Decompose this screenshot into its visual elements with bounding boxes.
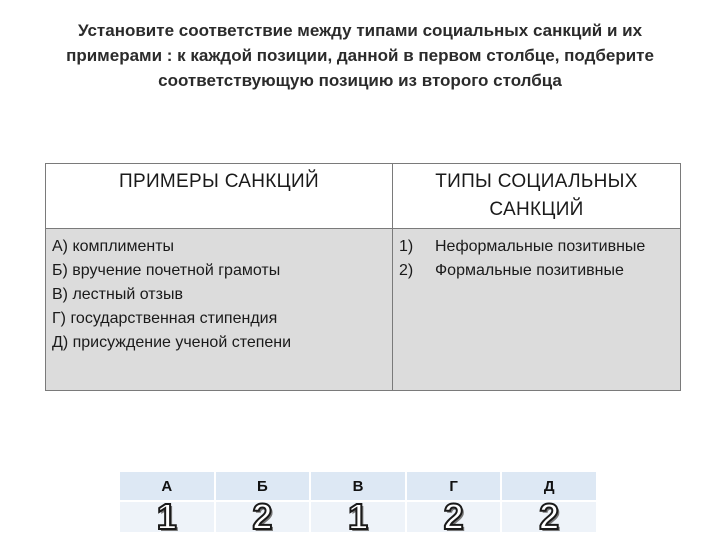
matching-table: [45, 163, 681, 391]
example-item-d: Д) присуждение ученой степени: [52, 334, 292, 351]
matching-table-body-row: [46, 229, 681, 391]
example-item-v: В) лестный отзыв: [52, 286, 183, 303]
answer-letter-d: Д: [501, 471, 597, 501]
header-examples: ПРИМЕРЫ САНКЦИЙ: [46, 164, 393, 229]
answer-value-b: 2: [215, 501, 311, 533]
answer-value-d: 2: [501, 501, 597, 533]
task-title-line-2: примерами : к каждой позиции, данной в первом столбце, подберите: [66, 46, 654, 65]
example-item-g: Г) государственная стипендия: [52, 310, 278, 327]
header-types: ТИПЫ СОЦИАЛЬНЫХ САНКЦИЙ: [393, 164, 681, 229]
type-item-2: [399, 259, 674, 283]
answer-letters-row: [119, 471, 597, 501]
types-cell: [393, 229, 681, 391]
examples-cell: [46, 229, 393, 391]
answer-values-row: [119, 501, 597, 533]
type-item-2-text: Формальные позитивные: [435, 262, 624, 279]
answer-value-a: 1: [119, 501, 215, 533]
task-title-line-3: соответствующую позицию из второго столбца: [158, 71, 562, 90]
answer-letter-b: Б: [215, 471, 311, 501]
type-item-1-number: 1): [399, 238, 414, 255]
task-title-line-1: Установите соответствие между типами социальных санкций и их: [77, 21, 643, 40]
task-title: [0, 18, 720, 93]
example-item-a: А) комплименты: [52, 238, 175, 255]
answer-value-g: 2: [406, 501, 502, 533]
answer-table: [118, 470, 598, 534]
answer-value-v: 1: [310, 501, 406, 533]
type-item-1-text: Неформальные позитивные: [435, 238, 646, 255]
example-item-b: Б) вручение почетной грамоты: [52, 262, 281, 279]
answer-letter-g: Г: [406, 471, 502, 501]
type-item-2-number: 2): [399, 262, 414, 279]
matching-table-header-row: [46, 164, 681, 229]
type-item-1: [399, 235, 674, 259]
answer-letter-v: В: [310, 471, 406, 501]
answer-letter-a: А: [119, 471, 215, 501]
